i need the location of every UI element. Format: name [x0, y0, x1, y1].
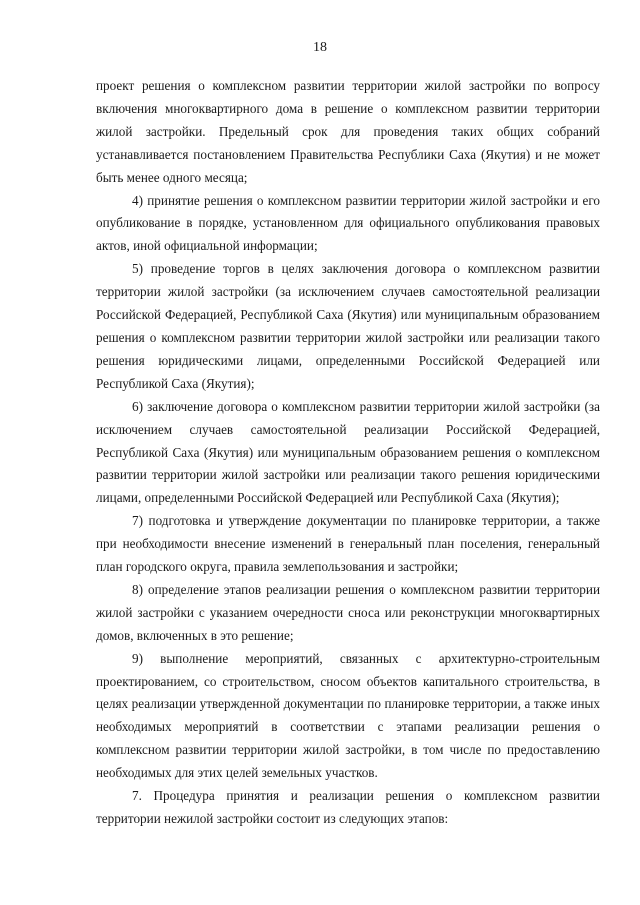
paragraph-item-7: 7) подготовка и утверждение документации по планировке территории, а также при необходимости внесение изменений в генеральный план поселения, генеральный план городского округа, правила землепользования и застройки;: [96, 513, 600, 575]
paragraph-item-8: 8) определение этапов реализации решения о комплексном развитии территории жилой застройки с указанием очередности сноса или реконструкции многоквартирных домов, включенных в это решение;: [96, 581, 600, 643]
paragraph-item-5: 5) проведение торгов в целях заключения договора о комплексном развитии территории жилой застройки (за исключением случаев самостоятельной реализации Российской Федерацией, Республикой Саха (Якутия) или муниципальным образованием решения о комплексном развитии территории жилой застройки или реализации такого решения юридическими лицами, определенными Российской Федерацией или Республикой Саха (Якутия);: [96, 261, 600, 391]
paragraph-item-9: 9) выполнение мероприятий, связанных с архитектурно-строительным проектированием, со строительством, сносом объектов капитального строительства, в целях реализации утвержденной документации по планировке территории, а также иных необходимых мероприятий в соответствии с этапами реализации решения о комплексном развитии территории жилой застройки, в том числе по предоставлению необходимых для этих целей земельных участков.: [96, 650, 600, 781]
page-number: 18: [313, 40, 327, 55]
document-body: [96, 75, 600, 831]
paragraph-item-6: 6) заключение договора о комплексном развитии территории жилой застройки (за исключением случаев самостоятельной реализации Российской Федерацией, Республикой Саха (Якутия) или муниципальным образованием решения о комплексном развитии территории жилой застройки или реализации такого решения юридическими лицами, определенными Российской Федерацией или Республикой Саха (Якутия);: [96, 398, 600, 506]
paragraph-continuation: проект решения о комплексном развитии территории жилой застройки по вопросу включения многоквартирного дома в решение о комплексном развитии территории жилой застройки. Предельный срок для проведения таких общих собраний устанавливается постановлением Правительства Республики Саха (Якутия) и не может быть менее одного месяца;: [96, 78, 600, 185]
paragraph-item-4: 4) принятие решения о комплексном развитии территории жилой застройки и его опубликование в порядке, установленном для официального опубликования правовых актов, иной официальной информации;: [96, 192, 600, 254]
paragraph-section-7: 7. Процедура принятия и реализации решения о комплексном развитии территории нежилой застройки состоит из следующих этапов:: [96, 788, 600, 826]
